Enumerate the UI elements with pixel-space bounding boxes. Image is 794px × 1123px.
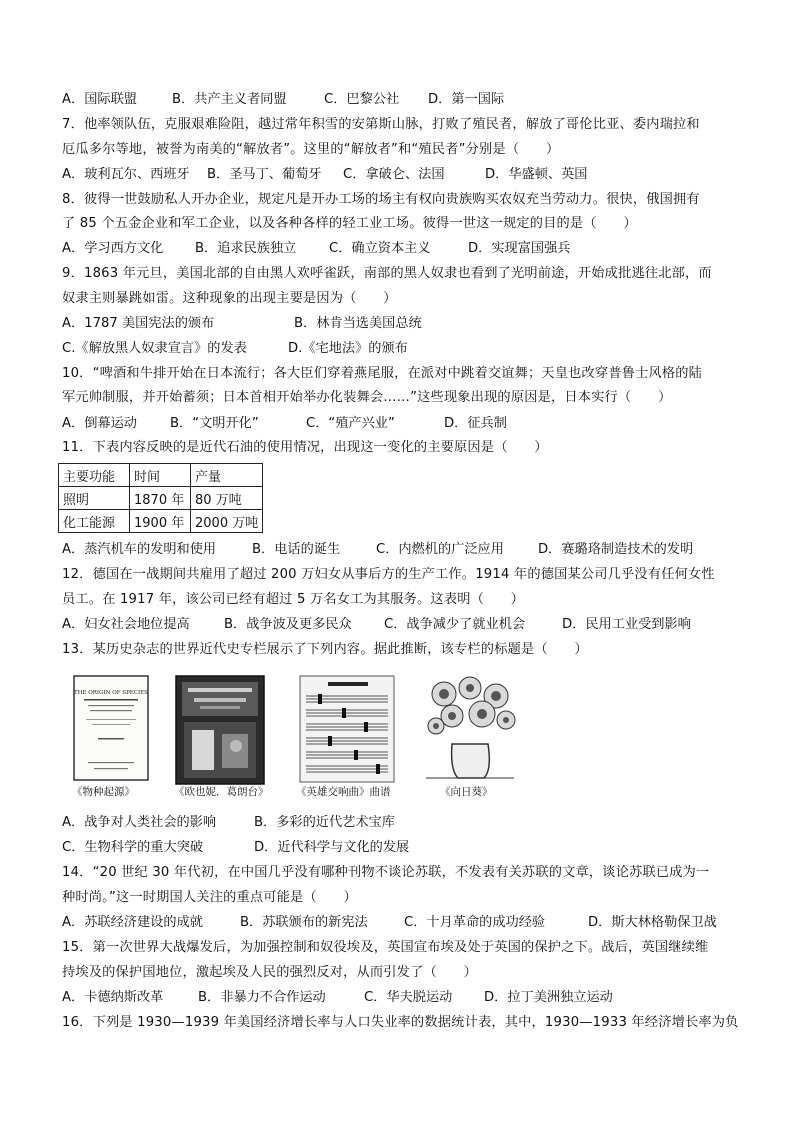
q15-stem-line-2: 持埃及的保护国地位，激起埃及人民的强烈反对，从而引发了（ ） (62, 965, 478, 980)
book-title-text: THE ORIGIN OF SPECIES (74, 690, 148, 696)
caption-sunflowers: 《向日葵》 (440, 786, 493, 798)
q13-stem: 13．某历史杂志的世界近代史专栏展示了下列内容。据此推断，该专栏的标题是（ ） (62, 642, 588, 657)
q14-option-a[interactable]: A．苏联经济建设的成就 (62, 915, 203, 930)
eroica-score-image (298, 674, 396, 784)
q10-stem-line-1: 10．“啤酒和牛排开始在日本流行；各大臣们穿着燕尾服，在派对中跳着交谊舞；天皇也改穿普鲁士风格的陆 (62, 366, 703, 381)
table-cell: 化工能源 (59, 510, 130, 533)
q8-options (62, 239, 570, 259)
q15-option-b[interactable]: B．非暴力不合作运动 (198, 990, 326, 1005)
q6-options (62, 90, 504, 110)
q12-stem-line-2: 员工。在 1917 年，该公司已经有超过 5 万名女工为其服务。这表明（ ） (62, 592, 525, 607)
q9-options-row-2 (62, 339, 408, 359)
q10-option-b[interactable]: B．“文明开化” (170, 416, 259, 431)
table-cell: 80 万吨 (191, 487, 263, 510)
caption-eugenie-grandet: 《欧也妮．葛朗台》 (174, 786, 269, 798)
caption-origin-of-species: 《物种起源》 (72, 786, 135, 798)
q10-option-d[interactable]: D．征兵制 (444, 416, 507, 431)
q8-stem-line-1: 8．彼得一世鼓励私人开办企业，规定凡是开办工场的场主有权向贵族购买农奴充当劳动力。很快，俄国拥有 (62, 192, 700, 207)
q8-option-c[interactable]: C．确立资本主义 (329, 241, 431, 256)
q10-options (62, 414, 507, 434)
q6-option-a[interactable]: A．国际联盟 (62, 92, 137, 107)
q11-options (62, 540, 693, 560)
q11-option-d[interactable]: D．赛璐珞制造技术的发明 (538, 542, 694, 557)
q9-options-row-1 (62, 314, 422, 334)
q10-option-a[interactable]: A．倒幕运动 (62, 416, 137, 431)
origin-of-species-cover-image (70, 674, 152, 782)
q13-options-row-1 (62, 813, 395, 833)
q10-stem-line-2: 军元帅制服，并开始蓄须；日本首相开始举办化装舞会……”这些现象出现的原因是，日本实行（ ） (62, 390, 672, 405)
table-cell: 1900 年 (130, 510, 191, 533)
q9-option-b[interactable]: B．林肯当选美国总统 (294, 316, 422, 331)
q9-stem-line-1: 9．1863 年元旦，美国北部的自由黑人欢呼雀跃，南部的黑人奴隶也看到了光明前途，开始成批逃往北部，而 (62, 266, 712, 281)
q12-option-a[interactable]: A．妇女社会地位提高 (62, 617, 190, 632)
q14-option-d[interactable]: D．斯大林格勒保卫战 (588, 915, 717, 930)
q11-option-b[interactable]: B．电话的诞生 (252, 542, 341, 557)
q15-stem-line-1: 15．第一次世界大战爆发后，为加强控制和奴役埃及，英国宣布埃及处于英国的保护之下。战后，英国继续维 (62, 940, 709, 955)
table-cell: 照明 (59, 487, 130, 510)
q7-option-a[interactable]: A．玻利瓦尔、西班牙 (62, 167, 190, 182)
q16-stem-line-1: 16．下列是 1930—1939 年美国经济增长率与人口失业率的数据统计表，其中，1930—1933 年经济增长率为负 (62, 1015, 739, 1030)
q8-option-b[interactable]: B．追求民族独立 (195, 241, 297, 256)
oil-usage-table (58, 463, 263, 533)
q14-stem-line-1: 14．“20 世纪 30 年代初，在中国几乎没有哪种刊物不谈论苏联，不发表有关苏联的文章，谈论苏联已成为一 (62, 865, 710, 880)
table-cell: 2000 万吨 (191, 510, 263, 533)
q7-option-c[interactable]: C．拿破仑、法国 (343, 167, 445, 182)
q13-image-strip (70, 674, 520, 802)
sunflowers-painting-image (422, 674, 518, 786)
q12-options (62, 615, 691, 635)
table-header-cell: 主要功能 (59, 464, 130, 487)
q15-option-c[interactable]: C．华夫脱运动 (364, 990, 453, 1005)
q14-stem-line-2: 种时尚。”这一时期国人关注的重点可能是（ ） (62, 890, 357, 905)
q8-option-a[interactable]: A．学习西方文化 (62, 241, 164, 256)
q12-stem-line-1: 12．德国在一战期间共雇用了超过 200 万妇女从事后方的生产工作。1914 年的德国某公司几乎没有任何女性 (62, 567, 715, 582)
q9-option-a[interactable]: A．1787 美国宪法的颁布 (62, 316, 215, 331)
q7-option-b[interactable]: B．圣马丁、葡萄牙 (207, 167, 322, 182)
q6-option-d[interactable]: D．第一国际 (428, 92, 505, 107)
q7-stem-line-2: 厄瓜多尔等地，被誉为南美的“解放者”。这里的“解放者”和“殖民者”分别是（ ） (62, 142, 560, 157)
q13-option-a[interactable]: A．战争对人类社会的影响 (62, 815, 217, 830)
table-header-row (59, 464, 263, 487)
q11-stem: 11．下表内容反映的是近代石油的使用情况，出现这一变化的主要原因是（ ） (62, 440, 548, 455)
q12-option-d[interactable]: D．民用工业受到影响 (562, 617, 691, 632)
table-row (59, 487, 263, 510)
q8-option-d[interactable]: D．实现富国强兵 (468, 241, 571, 256)
eugenie-grandet-cover-image (174, 674, 266, 786)
q8-stem-line-2: 了 85 个五金企业和军工企业，以及各种各样的轻工业工场。彼得一世这一规定的目的是（ ） (62, 216, 637, 231)
q15-option-a[interactable]: A．卡德纳斯改革 (62, 990, 164, 1005)
q12-option-b[interactable]: B．战争波及更多民众 (224, 617, 352, 632)
q9-stem-line-2: 奴隶主则暴跳如雷。这种现象的出现主要是因为（ ） (62, 291, 397, 306)
q14-option-c[interactable]: C．十月革命的成功经验 (404, 915, 546, 930)
q15-option-d[interactable]: D．拉丁美洲独立运动 (484, 990, 613, 1005)
q13-option-b[interactable]: B．多彩的近代艺术宝库 (254, 815, 395, 830)
q15-options (62, 988, 613, 1008)
q7-stem-line-1: 7．他率领队伍，克服艰难险阻，越过常年积雪的安第斯山脉，打败了殖民者，解放了哥伦比亚、委内瑞拉和 (62, 117, 700, 132)
q13-options-row-2 (62, 838, 409, 858)
table-row (59, 510, 263, 533)
q13-option-c[interactable]: C．生物科学的重大突破 (62, 840, 204, 855)
q9-option-d[interactable]: D.《宅地法》的颁布 (288, 341, 408, 356)
table-cell: 1870 年 (130, 487, 191, 510)
q7-option-d[interactable]: D．华盛顿、英国 (485, 167, 588, 182)
caption-eroica-score: 《英雄交响曲》曲谱 (296, 786, 391, 798)
q9-option-c[interactable]: C.《解放黑人奴隶宣言》的发表 (62, 341, 247, 356)
q6-option-c[interactable]: C．巴黎公社 (324, 92, 400, 107)
q11-option-a[interactable]: A．蒸汽机车的发明和使用 (62, 542, 217, 557)
q6-option-b[interactable]: B．共产主义者同盟 (172, 92, 287, 107)
table-header-cell: 产量 (191, 464, 263, 487)
table-header-cell: 时间 (130, 464, 191, 487)
q7-options (62, 165, 587, 185)
q12-option-c[interactable]: C．战争减少了就业机会 (384, 617, 526, 632)
q14-option-b[interactable]: B．苏联颁布的新宪法 (240, 915, 368, 930)
q14-options (62, 913, 717, 933)
q13-option-d[interactable]: D．近代科学与文化的发展 (254, 840, 410, 855)
q11-option-c[interactable]: C．内燃机的广泛应用 (376, 542, 504, 557)
q10-option-c[interactable]: C．“殖产兴业” (306, 416, 395, 431)
